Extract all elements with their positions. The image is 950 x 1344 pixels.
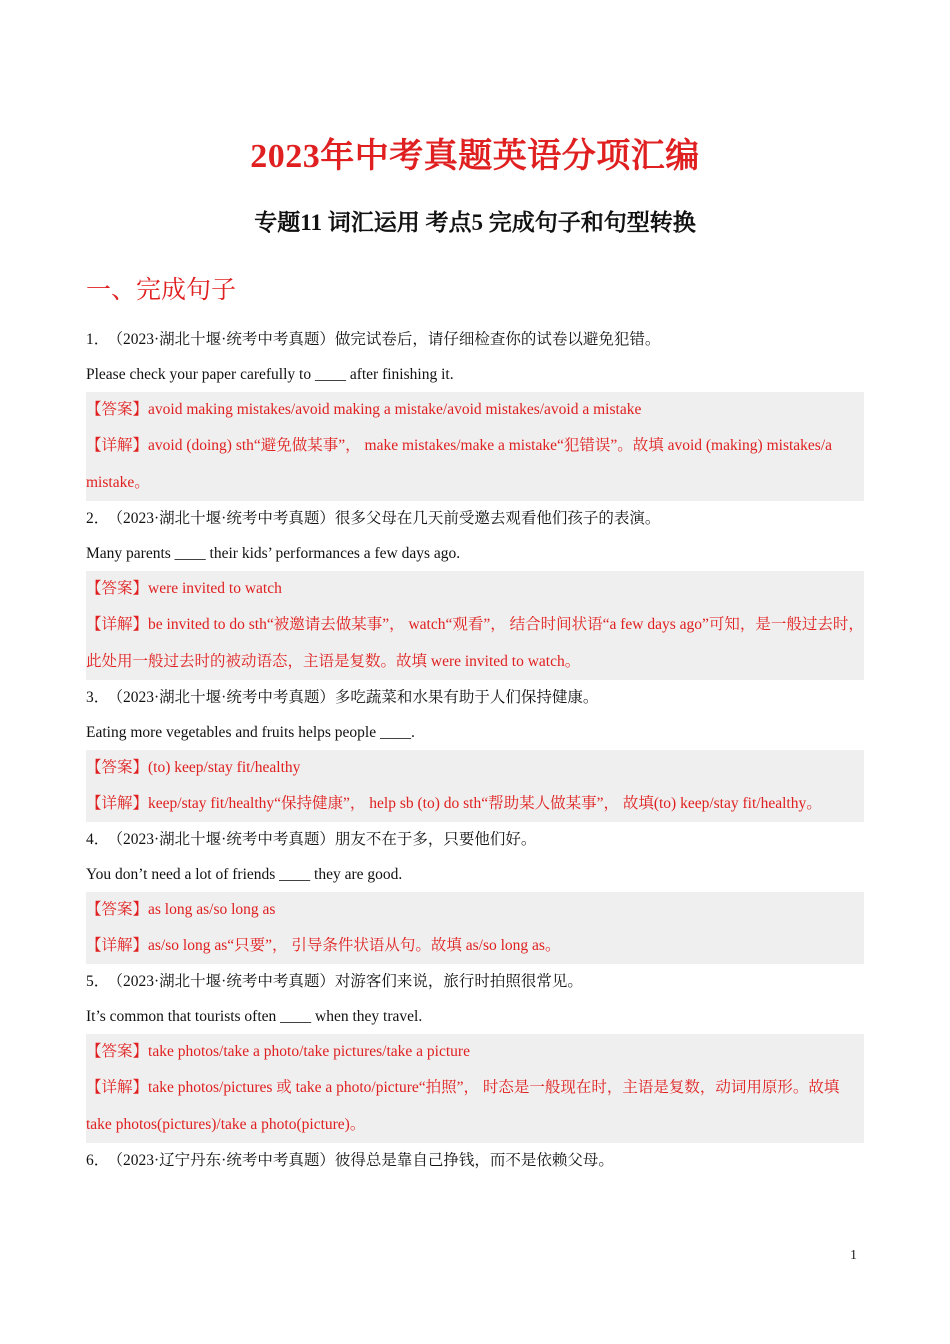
question-sentence: You don’t need a lot of friends ____ they are good.	[86, 866, 403, 883]
section-heading: 一、完成句子	[86, 277, 237, 304]
question-source-text: （2023·辽宁丹东·统考中考真题）彼得总是靠自己挣钱，而不是依赖父母。	[115, 1152, 614, 1169]
question-number: 6．	[86, 1152, 110, 1169]
detail-line	[86, 1069, 864, 1143]
answer-line	[86, 892, 864, 927]
answer-box	[86, 892, 864, 964]
question-sentence: Many parents ____ their kids’ performances a few days ago.	[86, 545, 461, 562]
detail-line	[86, 785, 864, 822]
question-source-text: （2023·湖北十堰·统考中考真题）做完试卷后，请仔细检查你的试卷以避免犯错。	[115, 331, 661, 348]
detail-text: avoid (doing) sth“避免做某事”， make mistakes/make a mistake“犯错误”。故填 avoid (making) mistakes/a mistake。	[86, 437, 833, 491]
answer-text: as long as/so long as	[148, 901, 276, 918]
detail-line	[86, 927, 864, 964]
question-item	[86, 964, 864, 1143]
question-source-text: （2023·湖北十堰·统考中考真题）多吃蔬菜和水果有助于人们保持健康。	[115, 689, 599, 706]
question-sentence: Please check your paper carefully to ____ after finishing it.	[86, 366, 454, 383]
answer-tag: 【答案】	[86, 759, 149, 776]
detail-tag: 【详解】	[86, 1079, 149, 1096]
answer-tag: 【答案】	[86, 901, 149, 918]
detail-tag: 【详解】	[86, 795, 149, 812]
question-item	[86, 501, 864, 680]
answer-text: avoid making mistakes/avoid making a mistake/avoid mistakes/avoid a mistake	[148, 401, 642, 418]
question-source-text: （2023·湖北十堰·统考中考真题）朋友不在于多，只要他们好。	[115, 831, 537, 848]
detail-line	[86, 606, 864, 680]
detail-text: as/so long as“只要”， 引导条件状语从句。故填 as/so long as。	[148, 937, 561, 954]
answer-line	[86, 571, 864, 606]
question-number: 3．	[86, 689, 110, 706]
question-item	[86, 680, 864, 822]
question-sentence: Eating more vegetables and fruits helps people ____.	[86, 724, 415, 741]
question-source	[86, 322, 864, 357]
answer-tag: 【答案】	[86, 401, 149, 418]
question-number: 1．	[86, 331, 110, 348]
question-sentence: It’s common that tourists often ____ when they travel.	[86, 1008, 423, 1025]
answer-line	[86, 1034, 864, 1069]
question-source	[86, 680, 864, 715]
question-number: 5．	[86, 973, 110, 990]
question-list	[86, 322, 864, 1178]
detail-tag: 【详解】	[86, 616, 149, 633]
question-number: 2．	[86, 510, 110, 527]
question-source	[86, 1143, 864, 1178]
answer-tag: 【答案】	[86, 580, 149, 597]
question-item	[86, 822, 864, 964]
detail-text: take photos/pictures 或 take a photo/picture“拍照”， 时态是一般现在时，主语是复数，动词用原形。故填 take photos(pictures)/take a photo(picture)。	[86, 1079, 840, 1133]
answer-text: (to) keep/stay fit/healthy	[148, 759, 301, 776]
detail-line	[86, 427, 864, 501]
detail-text: keep/stay fit/healthy“保持健康”， help sb (to) do sth“帮助某人做某事”， 故填(to) keep/stay fit/healthy。	[148, 795, 822, 812]
question-item	[86, 322, 864, 501]
answer-tag: 【答案】	[86, 1043, 149, 1060]
question-source-text: （2023·湖北十堰·统考中考真题）对游客们来说，旅行时拍照很常见。	[115, 973, 583, 990]
answer-box	[86, 1034, 864, 1143]
answer-text: were invited to watch	[148, 580, 282, 597]
question-source	[86, 822, 864, 857]
page-number: 1	[850, 1248, 857, 1263]
question-item	[86, 1143, 864, 1178]
question-number: 4．	[86, 831, 110, 848]
answer-box	[86, 392, 864, 501]
answer-box	[86, 571, 864, 680]
question-source	[86, 501, 864, 536]
detail-tag: 【详解】	[86, 437, 149, 454]
detail-text: be invited to do sth“被邀请去做某事”， watch“观看”， 结合时间状语“a few days ago”可知，是一般过去时，此处用一般过去时的被动语态，主语是复数。故填 were invited to watch。	[86, 616, 864, 670]
answer-line	[86, 750, 864, 785]
document-subtitle: 专题11 词汇运用 考点5 完成句子和句型转换	[254, 210, 696, 235]
answer-line	[86, 392, 864, 427]
document-title: 2023年中考真题英语分项汇编	[250, 138, 700, 175]
question-source-text: （2023·湖北十堰·统考中考真题）很多父母在几天前受邀去观看他们孩子的表演。	[115, 510, 661, 527]
answer-text: take photos/take a photo/take pictures/take a picture	[148, 1043, 470, 1060]
question-source	[86, 964, 864, 999]
answer-box	[86, 750, 864, 822]
detail-tag: 【详解】	[86, 937, 149, 954]
